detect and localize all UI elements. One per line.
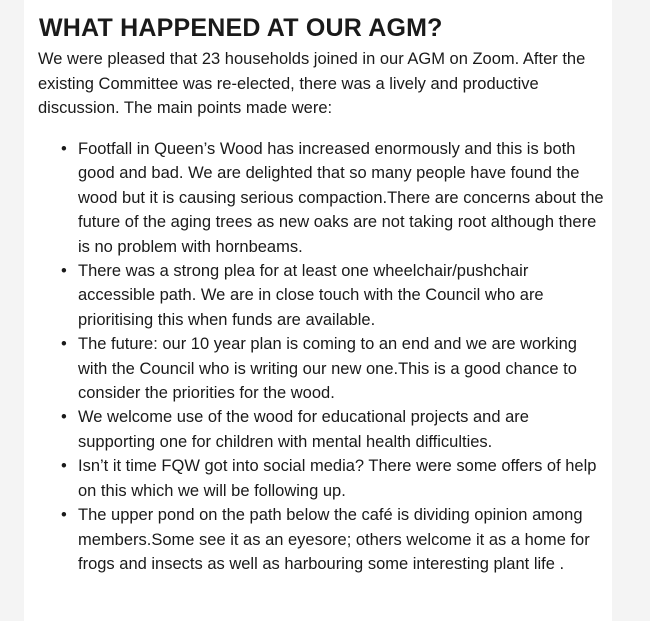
list-item xyxy=(38,332,608,405)
list-item xyxy=(38,503,608,576)
bullet-icon: • xyxy=(61,262,67,281)
bullet-icon: • xyxy=(61,335,67,354)
bullet-icon: • xyxy=(61,506,67,525)
list-item-text: There was a strong plea for at least one wheelchair/pushchair accessible path. We are in close touch with the Council who are prioritising this when funds are available. xyxy=(78,262,544,329)
list-item xyxy=(38,259,608,332)
list-item xyxy=(38,454,608,503)
points-list xyxy=(38,137,608,576)
list-item-text: The upper pond on the path below the café is dividing opinion among members.Some see it as an eyesore; others welcome it as a home for frogs and insects as well as harbouring some interesting plant life . xyxy=(78,506,590,573)
bullet-icon: • xyxy=(61,457,67,476)
list-item xyxy=(38,137,608,259)
document-page xyxy=(24,0,612,621)
list-item xyxy=(38,405,608,454)
list-item-text: We welcome use of the wood for educational projects and are supporting one for children with mental health difficulties. xyxy=(78,408,529,451)
bullet-icon: • xyxy=(61,140,67,158)
list-item-text: The future: our 10 year plan is coming to an end and we are working with the Council who is writing our new one.This is a good chance to consider the priorities for the wood. xyxy=(78,335,577,403)
page-title: WHAT HAPPENED AT OUR AGM? xyxy=(39,14,443,42)
list-item-text: Footfall in Queen’s Wood has increased enormously and this is both good and bad. We are delighted that so many people have found the wood but it is causing serious compaction.There are concerns about the future of the aging trees as new oaks are not taking root although there is no problem with hornbeams. xyxy=(78,140,604,256)
list-item-text: Isn’t it time FQW got into social media? There were some offers of help on this which we will be following up. xyxy=(78,457,597,500)
intro-paragraph: We were pleased that 23 households joined in our AGM on Zoom. After the existing Committee was re-elected, there was a lively and productive discussion. The main points made were: xyxy=(38,50,586,117)
bullet-icon: • xyxy=(61,408,67,427)
